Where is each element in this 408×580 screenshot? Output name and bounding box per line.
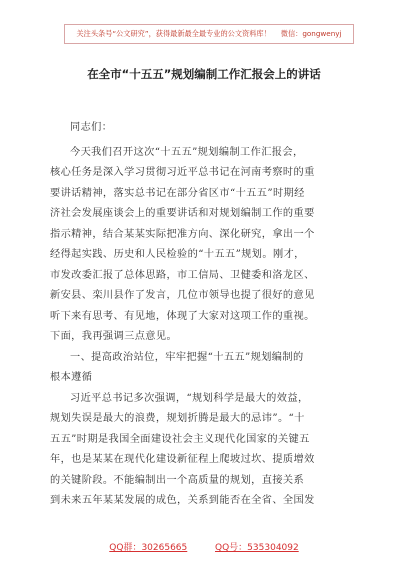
body-line: 要讲话精神，落实总书记在部分省区市“十五五”时期经 xyxy=(50,187,305,199)
section-heading-line: 根本遵循 xyxy=(50,372,93,383)
body-line: 年，也是某某在现代化建设新征程上爬坡过坎、提质增效 xyxy=(50,454,315,465)
qq-group-link[interactable]: QQ群：30265665 xyxy=(109,543,188,553)
document-body xyxy=(50,118,362,512)
body-line: 今天我们召开这次“十五五”规划编制工作汇报会， xyxy=(70,146,304,158)
greeting: 同志们： xyxy=(70,122,113,133)
body-line: 习近平总书记多次强调，“规划科学是最大的效益， xyxy=(70,392,309,404)
body-line: 核心任务是深入学习贯彻习近平总书记在河南考察时的重 xyxy=(50,167,315,178)
document-title: 在全市“十五五”规划编制工作汇报会上的讲话 xyxy=(87,67,321,81)
banner-wechat-text: 微信：gongwenyj xyxy=(280,29,342,38)
body-line: 济社会发展座谈会上的重要讲话和对规划编制工作的重要 xyxy=(50,208,315,219)
banner-promo-text: 关注头条号“公文研究”，获得最新最全最专业的公文资料库！ xyxy=(76,29,271,38)
body-line: 听下来有思考、有见地，体现了大家对这项工作的重视。 xyxy=(50,310,315,322)
body-line: 五五”时期是我国全面建设社会主义现代化国家的关键五 xyxy=(50,433,310,445)
body-line: 下面，我再强调三点意见。 xyxy=(50,331,178,342)
contact-footer xyxy=(0,540,408,553)
body-line: 规划失误是最大的浪费，规划折腾是最大的忌讳”。“十 xyxy=(50,413,305,424)
section-heading-line: 一、提高政治站位，牢牢把握“十五五”规划编制的 xyxy=(70,351,304,363)
qq-number-link[interactable]: QQ号：535304092 xyxy=(215,543,299,553)
body-line: 指示精神，结合某某实际把准方向、深化研究，拿出一个 xyxy=(50,228,315,240)
body-line: 经得起实践、历史和人民检验的“十五五”规划。刚才， xyxy=(50,249,305,260)
body-line: 新安县、栾川县作了发言，几位市领导也提了很好的意见 xyxy=(50,290,315,301)
promo-banner xyxy=(64,24,354,44)
body-line: 到未来五年某某发展的成色，关系到能否在全省、全国发 xyxy=(50,495,315,506)
body-line: 的关键阶段。不能编制出一个高质量的规划，直接关系 xyxy=(50,474,305,486)
body-line: 市发改委汇报了总体思路，市工信局、卫健委和洛龙区、 xyxy=(50,269,315,281)
